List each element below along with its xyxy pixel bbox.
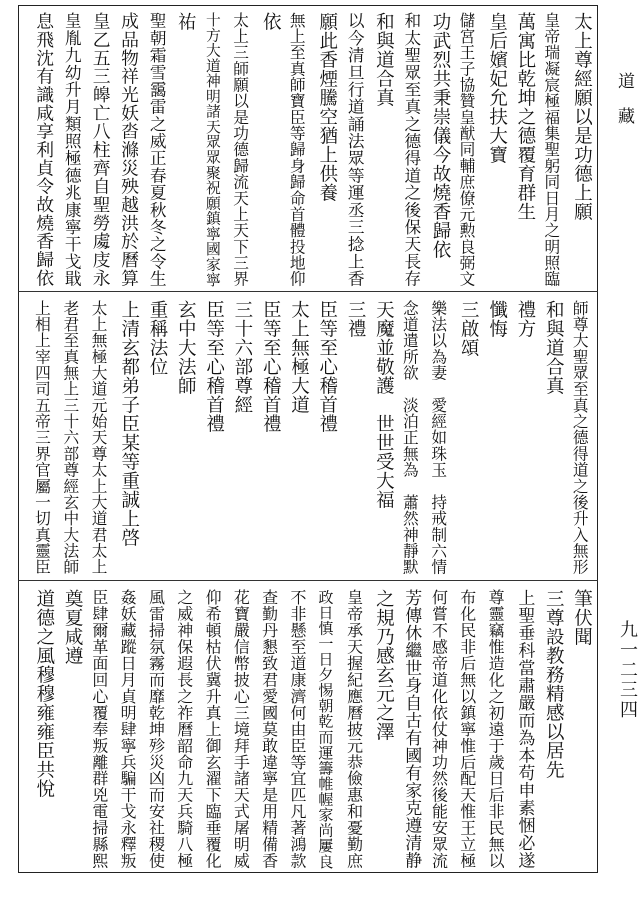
text-column: 上聖垂科當肅嚴而為本苟申素悃必遂	[514, 589, 535, 869]
text-column: 願此香煙騰空猶上供養	[316, 12, 338, 202]
text-column: 臣等至心稽首禮	[203, 300, 225, 433]
text-column: 三十六部尊經	[231, 300, 253, 414]
text-column: 老君至真無上三十六部尊經玄中大法師	[61, 300, 81, 576]
text-column: 上相上宰四司五帝三界官屬一切真靈臣	[32, 300, 52, 576]
text-column: 太上三師願以是功德歸流天上天下三界	[231, 12, 251, 288]
text-column: 成品物祥光妖㳫滌災殃越洪於曆算	[118, 12, 140, 287]
text-column: 三禮	[345, 300, 367, 338]
text-column: 芳傳休繼世身自古有國有家克遵清静	[401, 589, 422, 869]
text-column: 懺悔	[486, 300, 508, 338]
text-column: 皇胤九幼升月類照極德兆康寧干戈戢	[62, 12, 82, 288]
text-column: 太上無極大道	[288, 300, 310, 414]
text-column: 玄中大法師	[175, 300, 197, 395]
text-column: 臣等至心稽首禮	[260, 300, 282, 433]
text-column: 禮方	[514, 300, 536, 338]
text-column: 仰希頓枯伏冀升真上御玄濯下臨垂覆化	[203, 589, 223, 869]
text-column: 皇帝瑞凝宸極福集聖躬同日月之明照臨	[542, 12, 562, 288]
text-column: 三尊設教務精感以居先	[543, 589, 565, 779]
text-column: 師尊大聖眾至真之德得道之後升入無形	[570, 300, 590, 576]
text-column: 太上尊經願以是功德上願	[571, 12, 593, 221]
text-column: 皇后嬪妃允扶大寶	[486, 12, 508, 164]
text-column: 祐	[175, 12, 197, 31]
page-number: 九一二三四	[617, 620, 638, 720]
text-column: 念道遣所欲 淡泊正無為 蕭然神靜默	[400, 300, 420, 576]
text-column: 和與道合真	[543, 300, 565, 395]
text-column: 臣肆爾革面回心覆奉叛離群兇電掃縣熙	[89, 589, 109, 869]
text-column: 查勤丹懇致君愛國莫敢違寧是用精備香	[259, 589, 279, 869]
text-column: 聖朝霜雪靄雷之威正春夏秋冬之令生	[147, 12, 167, 288]
text-column: 功武烈共秉崇儀今故燒香歸依	[430, 12, 451, 259]
text-column: 不非懸至道康濟何由臣等宜匹凡著鴻款	[287, 589, 307, 869]
text-column: 花寶嚴信幣披心三境拜手諸天式屠明威	[231, 589, 251, 869]
text-column: 何嘗不感帝道化依仗神功然後能安眾流	[429, 589, 449, 869]
text-column: 奠夏咸遵	[62, 589, 84, 665]
text-column: 無上至真師寶臣等歸身歸命首體投地仰	[287, 12, 307, 288]
text-column: 依	[260, 12, 282, 31]
text-column: 道德之風穆穆雍雍臣共悅	[33, 589, 55, 798]
margin-title: 道藏	[614, 72, 634, 142]
text-column: 臣等至心稽首禮	[316, 300, 338, 433]
text-column: 以今清旦行道誦法眾等運丞三捻上香	[345, 12, 365, 288]
text-column: 太上無極大道元始天尊太上大道君太上	[89, 300, 109, 576]
text-column: 天魔並敬護 世世受大福	[373, 300, 395, 509]
text-column: 息飛沈有識咸享利貞令故燒香歸依	[33, 12, 55, 287]
text-column: 樂法以為妻 愛經如珠玉 持戒制六情	[429, 300, 449, 576]
register-divider-top	[18, 291, 598, 292]
text-column: 布化民非后無以鎮寧惟后配天惟王立極	[457, 589, 477, 869]
text-column: 尊靈竊惟造化之初遠于歲日后非民無以	[486, 589, 506, 869]
text-column: 重稱法位	[147, 300, 168, 376]
text-column: 政日慎一日夕惕朝乾而運籌帷幄家尚屢良	[316, 589, 335, 870]
text-column: 和與道合真	[373, 12, 395, 107]
text-column: 筆伏聞	[571, 589, 593, 646]
text-column: 風雷掃氛霧而靡乾坤殄災凶而安社稷使	[146, 589, 166, 869]
text-column: 姦妖藏蹤日月貞明肆寧兵騙干戈永釋叛	[118, 589, 138, 869]
register-divider-bottom	[18, 580, 598, 581]
text-column: 之威神保遐長之祚曆韶命九天兵騎八極	[174, 589, 194, 869]
text-column: 和太聖眾至真之德得道之後保天長存	[401, 12, 421, 288]
text-column: 十方大道神明諸天眾眾聚祝願鎮寧國家寧	[203, 12, 221, 288]
text-column: 皇乙五三皞亡八柱齊自聖勞䖏庋永	[89, 12, 111, 287]
text-column: 三啟頌	[458, 300, 480, 357]
text-column: 儲宮王子協贊皇猷同輔庶僚元勲良弼文	[457, 12, 477, 288]
text-column: 之規乃感玄元之澤	[373, 589, 395, 741]
text-column: 萬寓比乾坤之德覆育群生	[514, 12, 536, 221]
text-column: 皇帝承天握紀應曆披元恭儉惠和憂勤庶	[344, 589, 364, 869]
text-column: 上清玄都弟子臣某等重誠上啓	[118, 300, 140, 547]
